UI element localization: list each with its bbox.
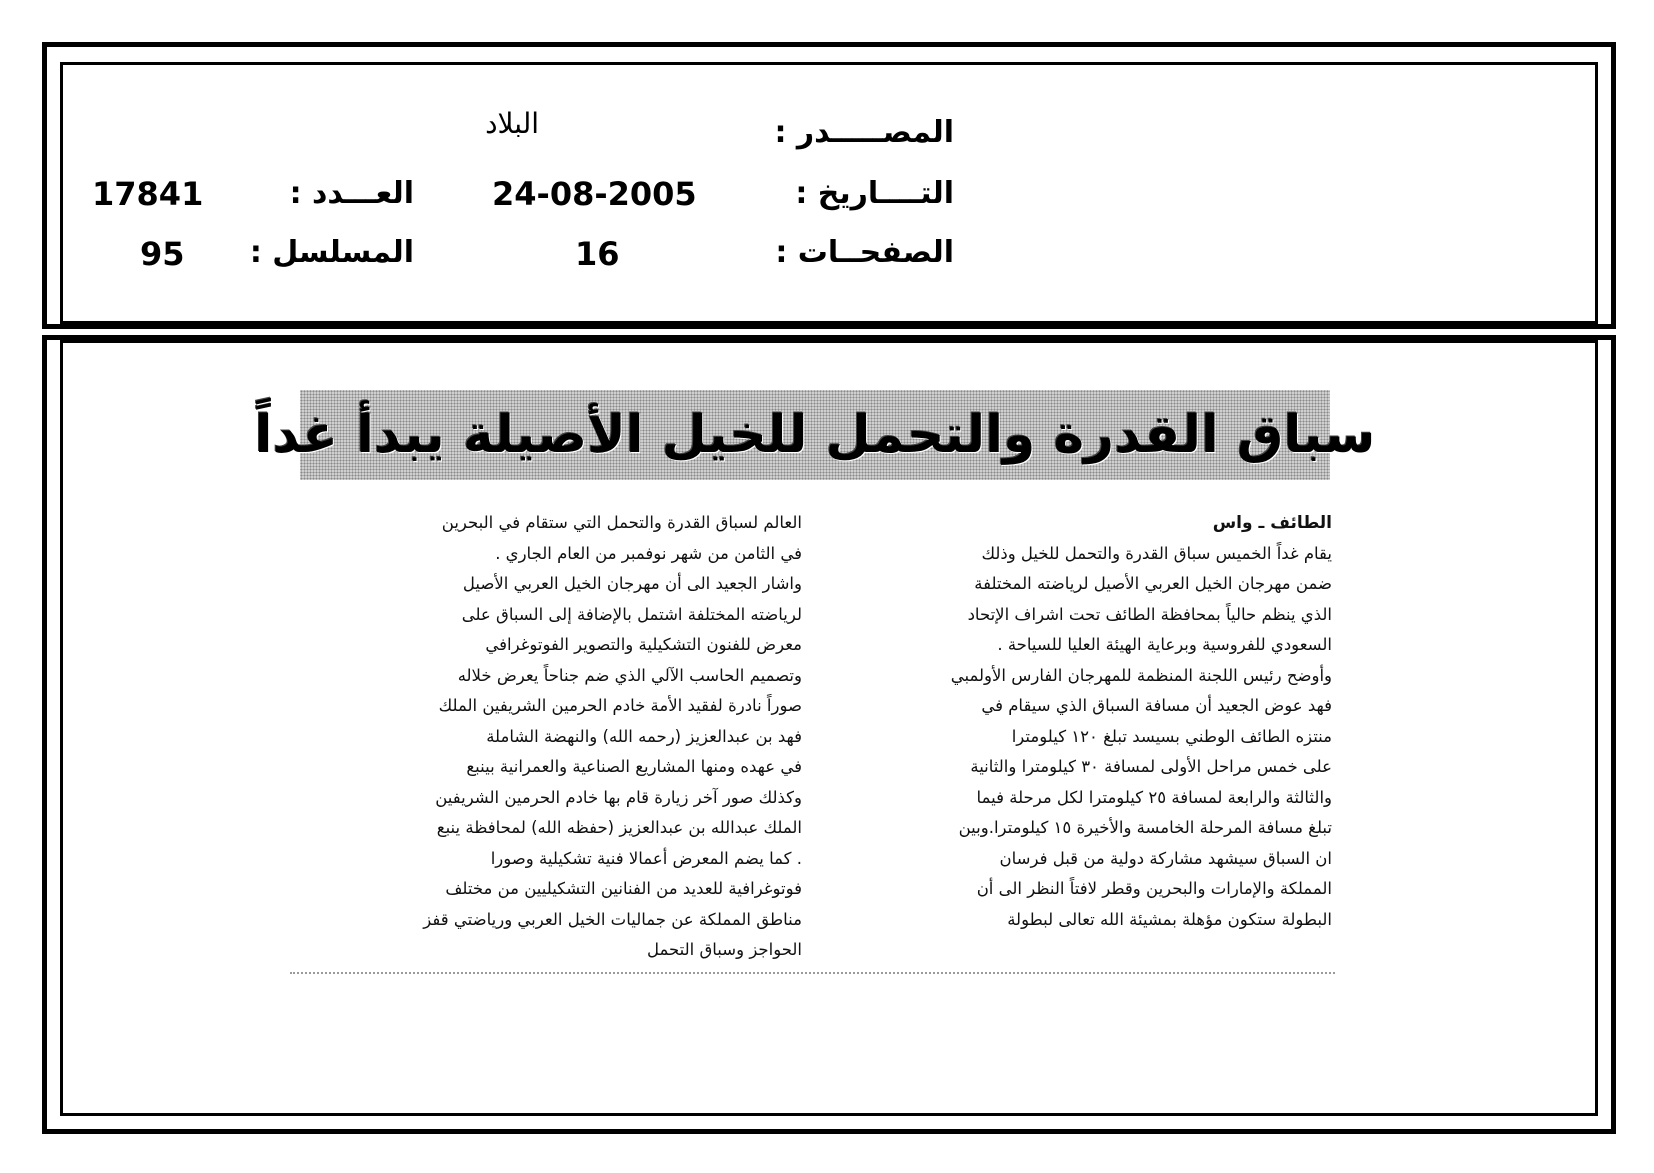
left-line: وتصميم الحاسب الآلي الذي ضم جناحاً يعرض خلاله	[457, 665, 802, 685]
date-value: 24-08-2005	[492, 175, 697, 213]
right-line: يقام غداً الخميس سباق القدرة والتحمل للخيل وذلك	[981, 543, 1332, 563]
issue-value: 17841	[92, 175, 204, 213]
serial-label: المسلسل :	[249, 235, 414, 270]
left-line: . كما يضم المعرض أعمالا فنية تشكيلية وصورا	[490, 848, 802, 868]
right-line: وأوضح رئيس اللجنة المنظمة للمهرجان الفارس الأولمبي	[950, 665, 1332, 685]
left-line: العالم لسباق القدرة والتحمل التي ستقام في البحرين	[441, 513, 802, 532]
left-line: وكذلك صور آخر زيارة قام بها خادم الحرمين الشريفين	[435, 787, 802, 807]
serial-value: 95	[140, 235, 185, 273]
right-line: والثالثة والرابعة لمسافة ٢٥ كيلومترا لكل مرحلة فيما	[976, 787, 1332, 807]
right-line: على خمس مراحل الأولى لمسافة ٣٠ كيلومترا والثانية	[970, 757, 1332, 776]
pages-label: الصفحــات :	[775, 235, 954, 270]
right-column-lines	[820, 539, 1332, 936]
left-line: في الثامن من شهر نوفمبر من العام الجاري .	[495, 543, 802, 563]
right-line: السعودي للفروسية وبرعاية الهيئة العليا للسياحة .	[997, 635, 1332, 654]
article-headline: سباق القدرة والتحمل للخيل الأصيلة يبدأ غداً	[254, 405, 1376, 465]
left-line: لرياضته المختلفة اشتمل بالإضافة إلى السباق على	[461, 604, 802, 624]
issue-label: العـــدد :	[289, 176, 414, 211]
headline-band	[254, 390, 1376, 480]
right-line: ان السباق سيشهد مشاركة دولية من قبل فرسان	[999, 848, 1332, 868]
pages-value: 16	[575, 235, 620, 273]
article-bottom-rule	[290, 972, 1335, 974]
left-line: معرض للفنون التشكيلية والتصوير الفوتوغرافي	[485, 635, 802, 654]
right-line: المملكة والإمارات والبحرين وقطر لافتاً النظر الى أن	[976, 879, 1332, 898]
article-clipping	[254, 390, 1376, 980]
left-column-lines	[290, 508, 802, 966]
article-column-left	[290, 508, 802, 966]
right-line: الذي ينظم حالياً بمحافظة الطائف تحت اشراف الإتحاد	[967, 604, 1332, 624]
date-label: التــــاريخ :	[795, 176, 954, 211]
right-line: منتزه الطائف الوطني بسيسد تبلغ ١٢٠ كيلومترا	[1011, 726, 1332, 746]
right-line: البطولة ستكون مؤهلة بمشيئة الله تعالى لبطولة	[1007, 909, 1332, 929]
right-line: تبلغ مسافة المرحلة الخامسة والأخيرة ١٥ كيلومترا.وبين	[958, 818, 1332, 837]
right-line: فهد عوض الجعيد أن مسافة السباق الذي سيقام في	[981, 696, 1332, 715]
header-divider	[42, 324, 1616, 340]
left-line: فوتوغرافية للعديد من الفنانين التشكيليين من مختلف	[445, 879, 802, 898]
right-line: ضمن مهرجان الخيل العربي الأصيل لرياضته المختلفة	[974, 574, 1332, 593]
article-byline: الطائف ـ واس	[1212, 513, 1332, 533]
left-line: واشار الجعيد الى أن مهرجان الخيل العربي الأصيل	[462, 574, 802, 593]
left-line: فهد بن عبدالعزيز (رحمه الله) والنهضة الشاملة	[486, 726, 802, 746]
source-value: البلاد	[485, 107, 539, 140]
source-label: المصـــــدر :	[774, 115, 954, 150]
left-line: صوراً نادرة لفقيد الأمة خادم الحرمين الشريفين الملك	[438, 696, 802, 715]
left-line: في عهده ومنها المشاريع الصناعية والعمرانية بينبع	[466, 757, 802, 776]
left-line: الحواجز وسباق التحمل	[646, 940, 802, 959]
article-column-right	[820, 508, 1332, 935]
left-line: الملك عبدالله بن عبدالعزيز (حفظه الله) لمحافظة ينبع	[436, 818, 802, 837]
left-line: مناطق المملكة عن جماليات الخيل العربي ورياضتي قفز	[423, 909, 802, 929]
